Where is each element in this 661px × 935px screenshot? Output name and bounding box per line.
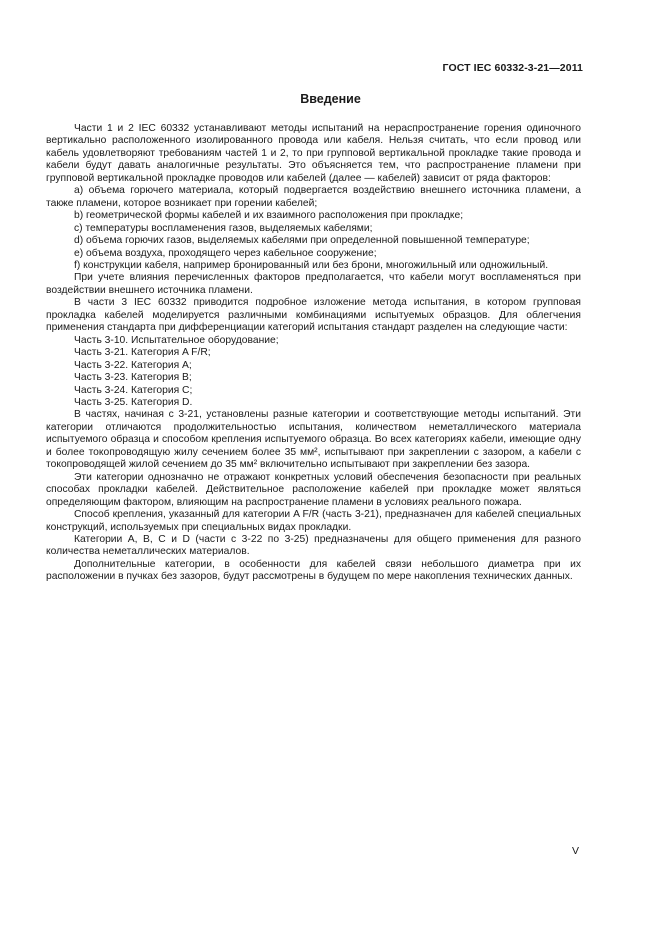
list-item: d) объема горючих газов, выделяемых кабелями при определенной повышенной температуре;: [74, 235, 530, 247]
part-list-item: Часть 3-10. Испытательное оборудование;: [74, 334, 279, 346]
paragraph: В частях, начиная с 3-21, установлены разные категории и соответствующие методы испытаний. Эти категории отличаются продолжительностью испытания, количеством неметаллического материала испытуемого образца и способом крепления испытуемого образца. Во всех категориях кабели, имеющие одну и более токопроводящую жилу сечением более 35 мм², испытывают при закреплении с зазором, а кабели с токопроводящей жилой сечением до 35 мм² включительно испытывают при закреплении без зазора.: [46, 409, 581, 471]
part-list-item: Часть 3-22. Категория А;: [74, 359, 192, 371]
part-list-item: Часть 3-25. Категория D.: [74, 396, 193, 408]
section-title: Введение: [300, 92, 361, 106]
paragraph: В части 3 IEC 60332 приводится подробное изложение метода испытания, в котором групповая прокладка кабелей моделируется различными комбинациями испытуемых образцов. Для облегчения применения стандарта при дифференциации категорий испытания стандарт разделен на следующие части:: [46, 297, 581, 334]
list-item: e) объема воздуха, проходящего через кабельное сооружение;: [74, 247, 377, 259]
part-list-item: Часть 3-21. Категория A F/R;: [74, 347, 211, 359]
list-item: b) геометрической формы кабелей и их взаимного расположения при прокладке;: [74, 210, 464, 222]
page-number: V: [571, 845, 579, 857]
list-item: f) конструкции кабеля, например бронированный или без брони, многожильный или одножильный.: [74, 259, 549, 271]
paragraph: Дополнительные категории, в особенности для кабелей связи небольшого диаметра при их расположении в пучках без зазоров, будут рассмотрены в будущем по мере накопления технических данных.: [46, 558, 581, 583]
document-body: [46, 123, 581, 584]
standard-header: ГОСТ IEC 60332-3-21—2011: [442, 62, 583, 74]
list-item: c) температуры воспламенения газов, выделяемых кабелями;: [74, 222, 373, 234]
paragraph: Категории А, В, С и D (части с 3-22 по 3-25) предназначены для общего применения для разного количества неметаллических материалов.: [46, 533, 581, 558]
part-list-item: Часть 3-24. Категория С;: [74, 384, 193, 396]
list-item: a) объема горючего материала, который подвергается воздействию внешнего источника пламени, а также пламени, которое возникает при горении кабелей;: [46, 185, 581, 209]
paragraph: Эти категории однозначно не отражают конкретных условий обеспечения безопасности при реальных способах прокладки кабелей. Действительное расположение кабелей при прокладке может являться определяющим фактором, влияющим на распространение пламени в условиях реального пожара.: [46, 471, 581, 508]
part-list-item: Часть 3-23. Категория В;: [74, 372, 192, 384]
paragraph: Способ крепления, указанный для категории A F/R (часть 3-21), предназначен для кабелей специальных конструкций, используемых при специальных видах прокладки.: [46, 509, 581, 533]
paragraph: Части 1 и 2 IEC 60332 устанавливают методы испытаний на нераспространение горения одиночного вертикально расположенного изолированного провода или кабеля. Нельзя считать, что если провод или кабель удовлетворяют требованиям частей 1 и 2, то при групповой вертикальной прокладке такие провода и кабели будут давать аналогичные результаты. Это объясняется тем, что распространение пламени при групповой вертикальной прокладке проводов или кабелей (далее — кабелей) зависит от ряда факторов:: [46, 123, 581, 184]
paragraph: При учете влияния перечисленных факторов предполагается, что кабели могут воспламеняться при воздействии внешнего источника пламени.: [46, 272, 581, 296]
